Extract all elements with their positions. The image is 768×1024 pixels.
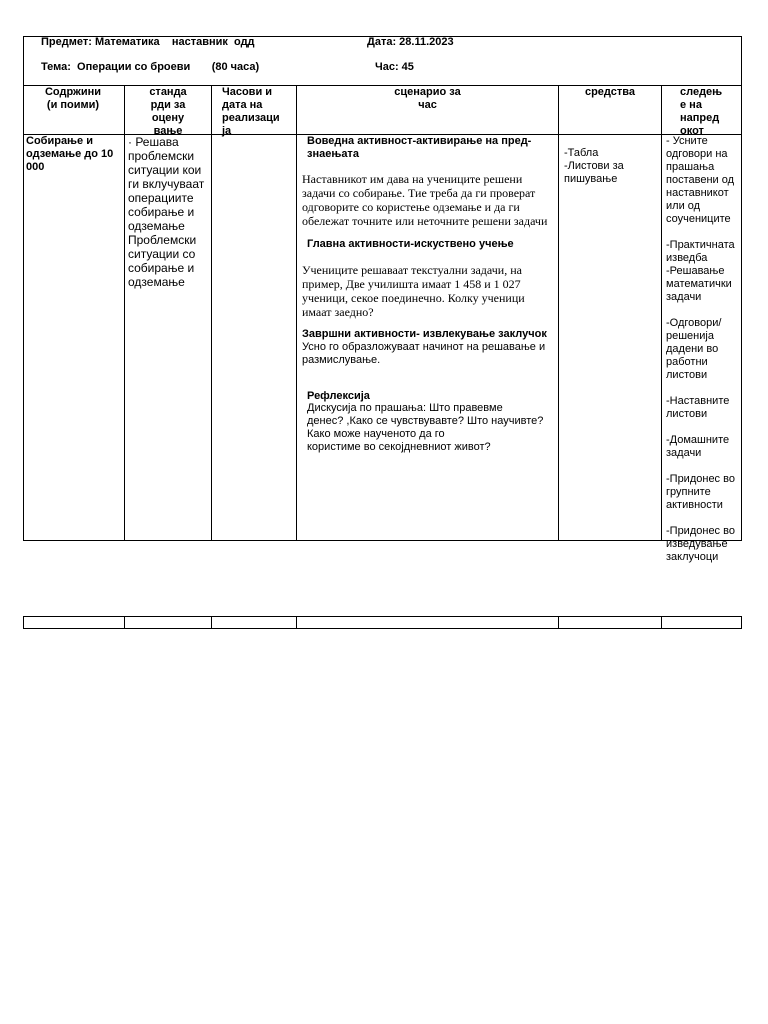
- empty-row-div-5: [661, 616, 662, 629]
- table-border-right: [741, 36, 742, 541]
- cell-content: Собирање и одземање до 10 000: [26, 135, 114, 173]
- empty-row-top: [23, 616, 742, 617]
- date-label: Дата: 28.11.2023: [367, 36, 454, 48]
- intro-text: Наставникот им дава на учениците решени задачи со собирање. Тие треба да ги проверат одговорите со користење одземање и да ги обележат точните или неточните решени задачи: [302, 172, 548, 228]
- cell-tracking: - Усните одговори на прашања поставени од наставникот или од соучениците -Практичната изведба -Решавање математички задачи -Одговори/ решенија дадени во работни листови -Наставните листови -Домашните задачи -Придонес во групните активности -Придонес во изведување заклучоци: [666, 135, 735, 563]
- col-header-hours: Часови и дата на реализаци ја: [222, 86, 280, 137]
- col-header-resources: средства: [584, 86, 636, 98]
- lesson-label: Час: 45: [375, 61, 414, 73]
- main-text: Учениците решаваат текстуални задачи, на пример, Две училишта имаат 1 458 и 1 027 ученици, секое поединечно. Колку ученици имаат заедно?: [302, 263, 525, 319]
- col-divider-1: [124, 85, 125, 541]
- empty-row-div-4: [558, 616, 559, 629]
- table-border-bottom: [23, 540, 742, 541]
- cell-resources: -Табла -Листови за пишување: [564, 147, 624, 185]
- empty-row-left: [23, 616, 24, 629]
- intro-title: Воведна активност-активирање на пред- знаењата: [307, 135, 532, 160]
- main-title: Главна активности-искуствено учење: [307, 238, 514, 250]
- col-divider-2: [211, 85, 212, 541]
- col-header-standards: станда рди за оцену вање: [149, 86, 187, 137]
- col-header-content: Содржини (и поими): [44, 86, 102, 111]
- cell-standards: · Решава проблемски ситуации кои ги вклучуваат операциите собирање и одземање Проблемски ситуации со собирање и одземање: [128, 135, 205, 289]
- empty-row-bottom: [23, 628, 742, 629]
- col-header-tracking: следењ е на напред окот: [680, 86, 723, 137]
- reflection-title: Рефлексија: [307, 390, 370, 402]
- topic-label: Тема: Операции со броеви (80 часа): [41, 61, 260, 73]
- col-divider-4: [558, 85, 559, 541]
- final-title: Завршни активности- извлекување заклучок: [302, 328, 547, 340]
- final-text: Усно го образложуваат начинот на решавање и размислување.: [302, 341, 546, 366]
- subject-label: Предмет: Математика наставник одд: [41, 36, 255, 48]
- col-divider-5: [661, 85, 662, 541]
- empty-row-div-1: [124, 616, 125, 629]
- col-divider-3: [296, 85, 297, 541]
- empty-row-div-3: [296, 616, 297, 629]
- empty-row-right: [741, 616, 742, 629]
- col-header-scenario: сценарио за час: [394, 86, 461, 111]
- reflection-text: Дискусија по прашања: Што правевме денес? ,Како се чувствувавте? Што научивте? Како може наученото да го користиме во секојдневниот живот?: [307, 402, 544, 453]
- empty-row-div-2: [211, 616, 212, 629]
